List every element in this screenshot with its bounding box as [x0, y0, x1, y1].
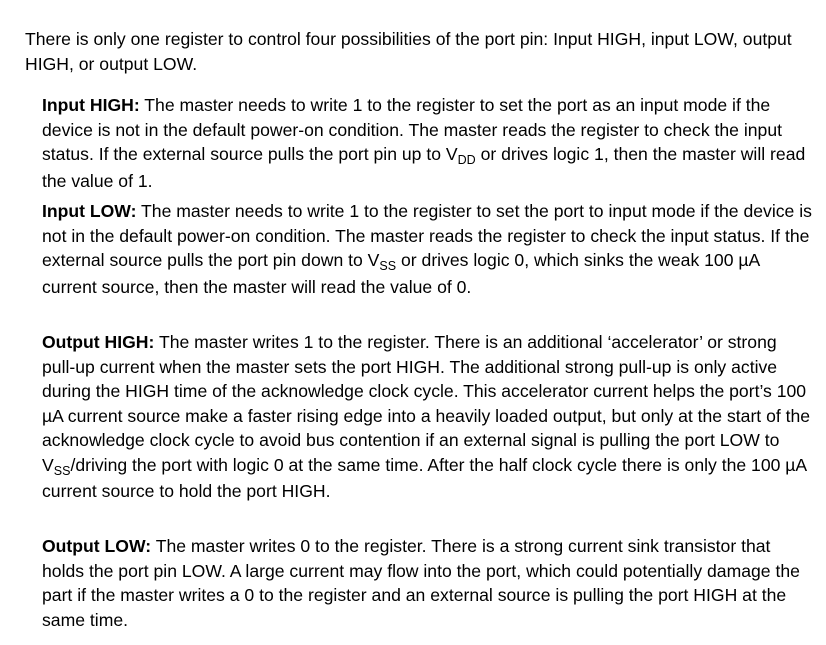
item-text-continued: or drives logic 1, then the master will read the value of 1.	[42, 144, 806, 191]
item-text: The master needs to write 1 to the register to set the port to input mode if the device is not in the default power-on condition. The master reads the register to check the input status. If the external source pulls the port pin down to V	[42, 201, 812, 270]
item-term: Output HIGH:	[42, 332, 155, 352]
item-term: Output LOW:	[42, 536, 152, 556]
item-term: Input HIGH:	[42, 95, 140, 115]
item-text-continued: /driving the port with logic 0 at the same time. After the half clock cycle there is only the 100 µA current source to hold the port HIGH.	[42, 454, 807, 501]
item-output-high	[42, 330, 812, 504]
item-term: Input LOW:	[42, 201, 137, 221]
item-input-low	[42, 199, 812, 299]
item-text: The master writes 1 to the register. There is an additional ‘accelerator’ or strong pull-up current when the master sets the port HIGH. The additional strong pull-up is only active during the HIGH time of the acknowledge clock cycle. This accelerator current helps the port’s 100 µA current source make a faster rising edge into a heavily loaded output, but only at the start of the acknowledge clock cycle to avoid bus contention if an external signal is pulling the port LOW to V	[42, 332, 811, 475]
item-text: The master needs to write 1 to the register to set the port as an input mode if the device is not in the default power-on condition. The master reads the register to check the input status. If the external source pulls the port pin up to V	[42, 95, 783, 164]
item-output-low	[42, 534, 812, 632]
item-text-continued: or drives logic 0, which sinks the weak 100 µA current source, then the master will read the value of 0.	[42, 250, 760, 297]
subscript-dd: DD	[457, 153, 476, 167]
item-input-high	[42, 93, 812, 193]
intro-paragraph: There is only one register to control four possibilities of the port pin: Input HIGH, input LOW, output HIGH, or output LOW.	[25, 29, 792, 74]
item-text: The master writes 0 to the register. There is a strong current sink transistor that holds the port pin LOW. A large current may flow into the port, which could potentially damage the part if the master writes a 0 to the register and an external source is pulling the port HIGH at the same time.	[42, 536, 800, 630]
subscript-ss: SS	[53, 463, 71, 478]
subscript-ss: SS	[379, 259, 397, 273]
